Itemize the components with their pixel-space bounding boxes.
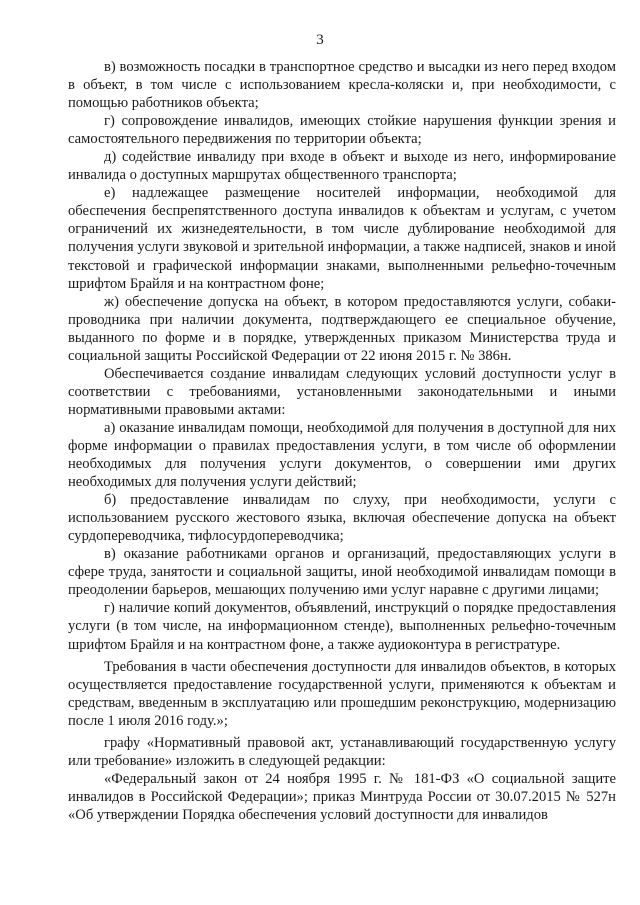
paragraph-federal-law: «Федеральный закон от 24 ноября 1995 г. № 181-ФЗ «О социальной защите инвалидов в Российской Федерации»; приказ Минтруда России от 30.07.2015 № 527н «Об утверждении Порядка обеспечения условий доступности для инвалидов bbox=[68, 770, 616, 823]
document-body bbox=[68, 58, 616, 824]
paragraph-information-placement: е) надлежащее размещение носителей информации, необходимой для обеспечения беспрепятственного доступа инвалидов к объектам и услугам, с учетом ограничений их жизнедеятельности, в том числе дублирование необходимой для получения услуги звуковой и зрительной информации, а также надписей, знаков и иной текстовой и графической информации знаками, выполненными рельефно-точечным шрифтом Брайля и на контрастном фоне; bbox=[68, 185, 616, 292]
paragraph-requirements-scope: Требования в части обеспечения доступности для инвалидов объектов, в которых осуществляется предоставление государственной услуги, применяются к объектам и средствам, введенным в эксплуатацию или прошедшим реконструкцию, модернизацию после 1 июля 2016 году.»; bbox=[68, 658, 616, 729]
page-number: 3 bbox=[316, 32, 324, 48]
paragraph-sign-language: б) предоставление инвалидам по слуху, при необходимости, услуги с использованием русского жестового языка, включая обеспечение допуска на объект сурдопереводчика, тифлосурдопереводчика; bbox=[68, 492, 616, 545]
paragraph-staff-assistance: в) оказание работниками органов и организаций, предоставляющих услуги в сфере труда, занятости и социальной защиты, иной необходимой инвалидам помощи в преодолении барьеров, мешающих получению ими услуг наравне с другими лицами; bbox=[68, 546, 616, 599]
paragraph-entry-assistance: д) содействие инвалиду при входе в объект и выходе из него, информирование инвалида о доступных маршрутах общественного транспорта; bbox=[68, 149, 616, 184]
paragraph-boarding-vehicle: в) возможность посадки в транспортное средство и высадки из него перед входом в объект, в том числе с использованием кресла-коляски и, при необходимости, с помощью работников объекта; bbox=[68, 59, 616, 112]
paragraph-column-edit: графу «Нормативный правовой акт, устанавливающий государственную услугу или требование» изложить в следующей редакции: bbox=[68, 734, 616, 769]
paragraph-accessibility-conditions-intro: Обеспечивается создание инвалидам следующих условий доступности услуг в соответствии с требованиями, установленными законодательными и иными нормативными правовыми актами: bbox=[68, 365, 616, 418]
paragraph-braille-documents: г) наличие копий документов, объявлений, инструкций о порядке предоставления услуги (в том числе, на информационном стенде), выполненных рельефно-точечным шрифтом Брайля и на контрастном фоне, а также аудиоконтура в регистратуре. bbox=[68, 600, 616, 653]
paragraph-assistance-information: а) оказание инвалидам помощи, необходимой для получения в доступной для них форме информации о правилах предоставления услуги, в том числе об оформлении необходимых для получения услуги документов, о совершении ими других необходимых для получения услуги действий; bbox=[68, 419, 616, 491]
paragraph-escort-visually-impaired: г) сопровождение инвалидов, имеющих стойкие нарушения функции зрения и самостоятельного передвижения по территории объекта; bbox=[68, 113, 616, 148]
paragraph-guide-dog-access: ж) обеспечение допуска на объект, в котором предоставляются услуги, собаки-проводника при наличии документа, подтверждающего ее специальное обучение, выданного по форме и в порядке, утвержденных приказом Министерства труда и социальной защиты Российской Федерации от 22 июня 2015 г. № 386н. bbox=[68, 293, 616, 364]
